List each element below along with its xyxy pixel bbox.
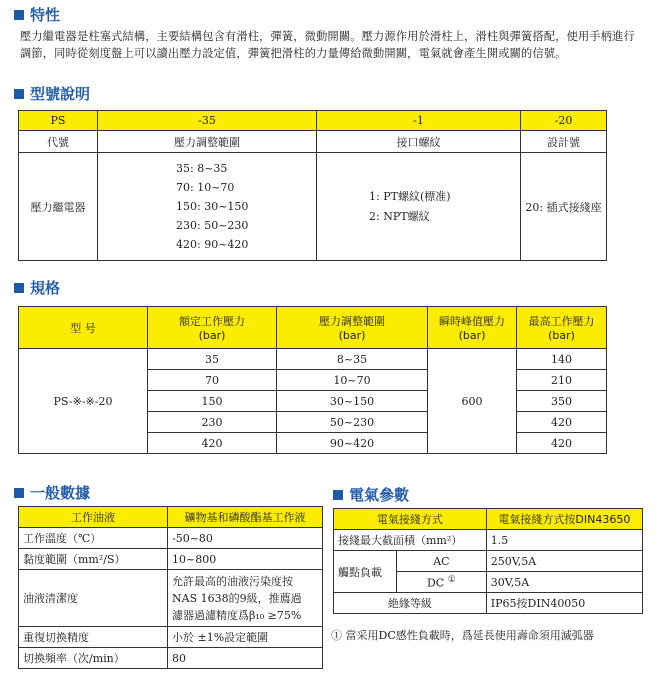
thread-list (317, 153, 521, 261)
range-item: 150: 30~150 (176, 200, 249, 213)
electric-header-din: 電氣接綫方式按DIN43650 (486, 509, 642, 530)
section-bullet (14, 283, 24, 293)
section-electric (333, 484, 409, 505)
electric-header-method: 電氣接綫方式 (334, 509, 487, 530)
thread-item: 2: NPT螺紋 (369, 209, 430, 223)
range-list (98, 153, 317, 261)
section-bullet (14, 89, 24, 99)
label-code: 代號 (19, 131, 98, 153)
spec-peak: 600 (428, 349, 517, 454)
visc-label: 黏度範圍（mm²/S） (19, 549, 168, 570)
table-row (19, 349, 607, 370)
section-bullet (333, 490, 343, 500)
model-table (18, 110, 607, 261)
general-header-fluid: 工作油液 (19, 507, 168, 528)
section-general (14, 482, 90, 503)
area-value: 1.5 (486, 530, 642, 551)
label-range: 壓力調整範圍 (98, 131, 317, 153)
clean-label: 油液清潔度 (19, 570, 168, 627)
code-thread: -1 (317, 111, 521, 131)
table-row (334, 551, 643, 572)
table-row (19, 570, 323, 627)
spec-header-model: 型 号 (19, 307, 148, 349)
dc-value: 30V,5A (486, 572, 642, 593)
spec-table (18, 306, 607, 454)
spec-rated: 150 (148, 391, 277, 412)
general-table (18, 506, 323, 669)
rep-value: 小於 ±1%設定範圍 (168, 627, 323, 648)
load-label: 觸點負載 (334, 551, 397, 593)
model-name: 壓力繼電器 (19, 153, 98, 261)
general-header-type: 礦物基和磷酸酯基工作液 (168, 507, 323, 528)
temp-label: 工作溫度（℃） (19, 528, 168, 549)
section-title: 規格 (30, 279, 61, 297)
spec-header-range: 壓力調整範圍 (bar) (277, 307, 428, 349)
ins-value: IP65按DIN40050 (486, 593, 642, 614)
table-row (334, 530, 643, 551)
area-label: 接綫最大截面積（mm²） (334, 530, 487, 551)
label-thread: 接口螺紋 (317, 131, 521, 153)
electric-note: ① 當采用DC感性負載時，爲延長使用壽命須用滅弧器 (331, 629, 594, 642)
spec-header-rated: 額定工作壓力 (bar) (148, 307, 277, 349)
freq-value: 80 (168, 648, 323, 669)
rep-label: 重復切換精度 (19, 627, 168, 648)
spec-range: 10~70 (277, 370, 428, 391)
range-item: 420: 90~420 (176, 238, 249, 251)
spec-rated: 420 (148, 433, 277, 454)
design-value: 20: 插式接綫座 (521, 153, 607, 261)
spec-max: 210 (517, 370, 607, 391)
ac-value: 250V,5A (486, 551, 642, 572)
table-row (19, 627, 323, 648)
spec-max: 420 (517, 433, 607, 454)
spec-range: 50~230 (277, 412, 428, 433)
dc-label: DC ① (397, 572, 487, 593)
ac-label: AC (397, 551, 487, 572)
table-row (19, 648, 323, 669)
spec-max: 140 (517, 349, 607, 370)
section-features (14, 4, 60, 25)
section-title: 電氣參數 (349, 486, 410, 504)
spec-rated: 230 (148, 412, 277, 433)
spec-rated: 70 (148, 370, 277, 391)
section-bullet (14, 488, 24, 498)
section-title: 型號說明 (30, 85, 91, 103)
spec-header-max: 最高工作壓力 (bar) (517, 307, 607, 349)
code-design: -20 (521, 111, 607, 131)
freq-label: 切換頻率（次/min） (19, 648, 168, 669)
clean-value: 允許最高的油液污染度按 NAS 1638的9級，推薦過 濾器過濾精度爲β₁₀ ≥75% (168, 570, 323, 627)
code-range: -35 (98, 111, 317, 131)
spec-range: 30~150 (277, 391, 428, 412)
section-model (14, 83, 90, 104)
temp-value: -50~80 (168, 528, 323, 549)
table-row (19, 549, 323, 570)
spec-max: 350 (517, 391, 607, 412)
range-item: 230: 50~230 (176, 219, 249, 232)
section-bullet (14, 10, 24, 20)
section-spec (14, 277, 60, 298)
spec-max: 420 (517, 412, 607, 433)
visc-value: 10~800 (168, 549, 323, 570)
spec-range: 90~420 (277, 433, 428, 454)
spec-model: PS-※-※-20 (19, 349, 148, 454)
spec-header-peak: 瞬時峰值壓力 (bar) (428, 307, 517, 349)
table-row (334, 593, 643, 614)
range-item: 35: 8~35 (176, 162, 228, 175)
spec-range: 8~35 (277, 349, 428, 370)
spec-rated: 35 (148, 349, 277, 370)
table-row (19, 528, 323, 549)
range-item: 70: 10~70 (176, 181, 235, 194)
code-ps: PS (19, 111, 98, 131)
ins-label: 絶緣等級 (334, 593, 487, 614)
label-design: 設計號 (521, 131, 607, 153)
features-text: 壓力繼電器是柱塞式結構，主要結構包含有滑柱，彈簧，微動開關。壓力源作用於滑柱上，滑柱與彈簧搭配，使用手柄進行調節，同時從刻度盤上可以讀出壓力設定值，彈簧把滑柱的力量傳給微動開關，電氣就會產生開或關的信號。 (20, 30, 635, 60)
thread-item: 1: PT螺紋(標准) (369, 189, 451, 203)
electric-table (333, 508, 643, 614)
section-title: 特性 (30, 6, 61, 24)
section-title: 一般數據 (30, 484, 91, 502)
